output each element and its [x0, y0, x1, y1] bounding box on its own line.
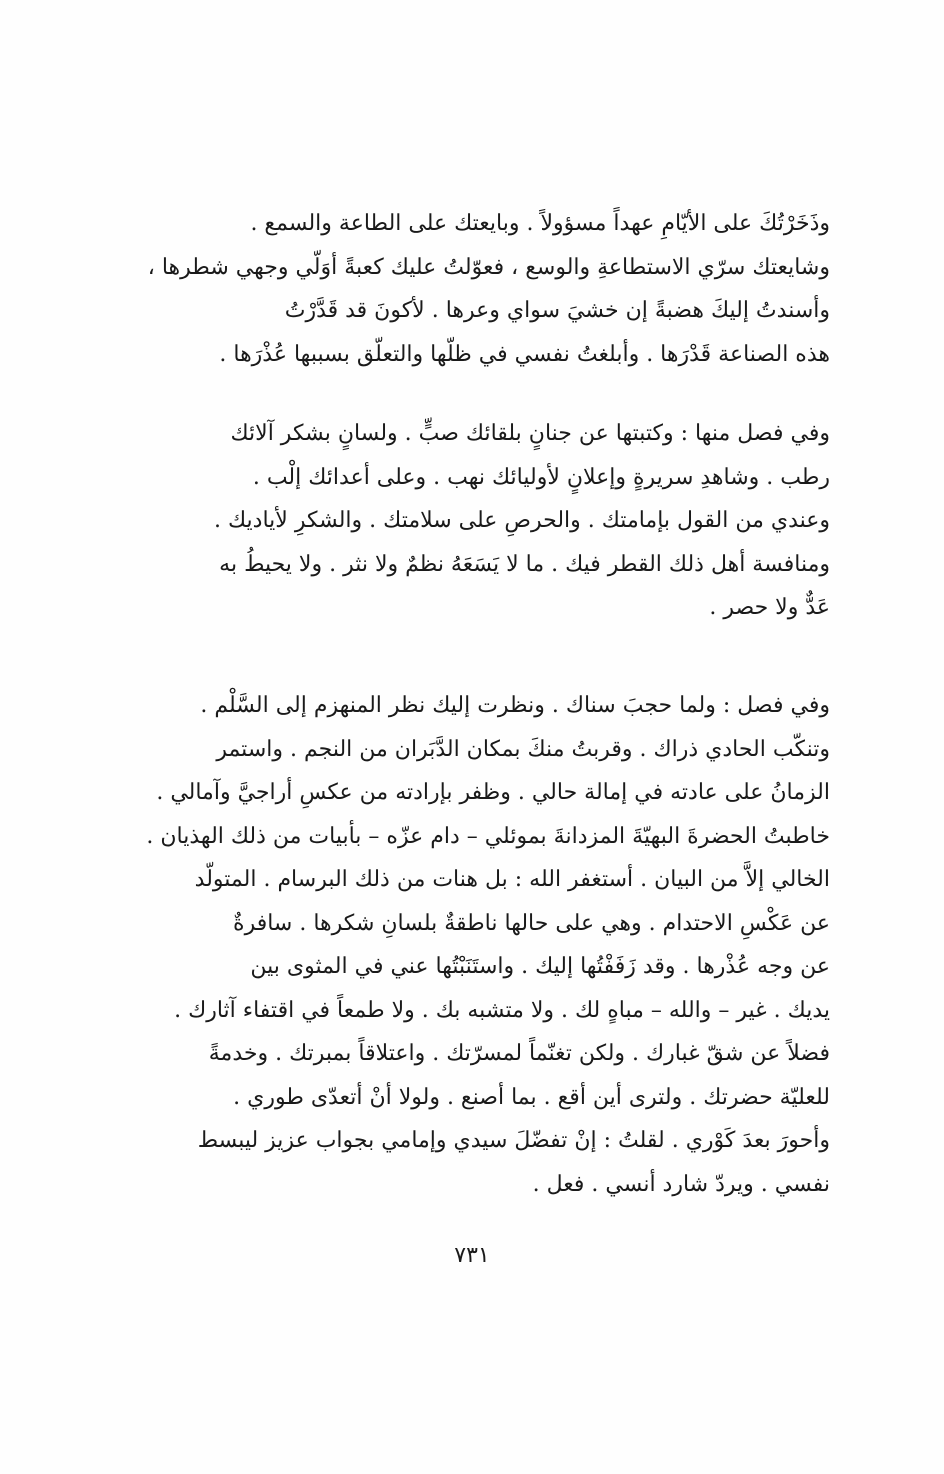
text-line: عن وجه عُذْرها . وقد زَفَفْتُها إليك . واستَنَبْتُها عني في المثوى بين	[250, 954, 830, 979]
text-line: عن عَكْسِ الاحتدام . وهي على حالها ناطقةٌ بلسانِ شكرها . سافرةٌ	[233, 910, 830, 936]
text-line: يديك . غير – والله – مباهٍ لك . ولا متشبه بك . ولا طمعاً في اقتفاء آثارك .	[174, 997, 830, 1023]
paragraph-3	[140, 684, 830, 1206]
text-line: فضلاً عن شقّ غبارك . ولكن تغنّماً لمسرّتك . واعتلاقاً بمبرتك . وخدمةً	[208, 1041, 830, 1066]
text-line: نفسي . ويردّ شارد أنسي . فعل .	[532, 1171, 830, 1197]
text-line: وفي فصل : ولما حجبَ سناك . ونظرت إليك نظر المنهزم إلى السَّلْم .	[200, 693, 830, 718]
text-line: وفي فصل منها : وكتبتها عن جنانٍ بلقائك صبٍّ . ولسانٍ بشكر آلائك	[230, 421, 830, 446]
text-line: خاطبتُ الحضرةَ البهيّةَ المزدانةَ بموئلي – دام عزّه – بأبيات من ذلك الهذيان .	[146, 823, 830, 849]
text-line: وشايعتك سرّي الاستطاعةِ والوسع ، فعوّلتُ عليك كعبةً أوَلّي وجهي شطرها ،	[147, 254, 830, 280]
text-line: ومنافسة أهل ذلك القطر فيك . ما لا يَسَعَهُ نظمٌ ولا نثر . ولا يحيطُ به	[219, 551, 830, 577]
text-line: الخالي إلاَّ من البيان . أستغفر الله : بل هنات من ذلك البرسام . المتولّد	[194, 867, 830, 892]
text-line: وأحورَ بعدَ كَوْري . لقلتُ : إنْ تفضّلَ سيدي وإمامي بجواب عزيز ليبسط	[197, 1128, 830, 1153]
text-line: وذَخَرْتُكَ على الأيّامِ عهداً مسؤولاً . وبايعتك على الطاعة والسمع .	[250, 211, 830, 236]
text-line: عَدٌّ ولا حصر .	[709, 595, 830, 620]
text-line: وعندي من القول بإمامتك . والحرصِ على سلامتك . والشكرِ لأياديك .	[214, 508, 830, 533]
text-line: للعليّة حضرتك . ولترى أين أقع . بما أصنع . ولولا أنْ أتعدّى طوري .	[233, 1084, 830, 1110]
paragraph-1	[140, 202, 830, 376]
page-number: ٧٣١	[454, 1243, 490, 1268]
text-line: الزمانُ على عادته في إمالة حالي . وظفر بإرادته من عكسِ أراجيَّ وآمالي .	[156, 780, 830, 805]
text-line: رطب . وشاهدِ سريرةٍ وإعلانٍ لأوليائك نهب . وعلى أعدائك إلْب .	[252, 464, 830, 490]
text-line: هذه الصناعة قَدْرَها . وأبلغتُ نفسي في ظلّها والتعلّق بسببها عُذْرَها .	[219, 341, 830, 367]
paragraph-2	[140, 412, 830, 630]
text-line: وأسندتُ إليكَ هضبةً إن خشيَ سواي وعرها . لأكونَ قد قَدَّرْتُ	[284, 298, 830, 323]
text-line: وتنكّب الحادي ذراك . وقربتُ منكَ بمكان الدَّبَران من النجم . واستمر	[216, 736, 830, 762]
